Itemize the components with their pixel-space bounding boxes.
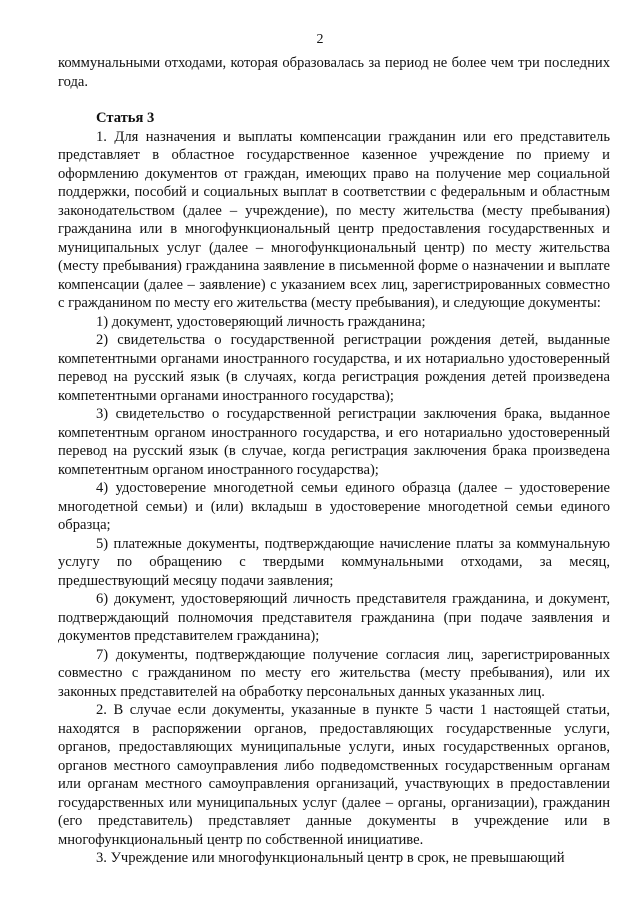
paragraph-1: 1. Для назначения и выплаты компенсации гражданин или его представитель представляет в областное государственное казенное учреждение по приему и оформлению документов от граждан, имеющих право на получение мер социальной поддержки, пособий и социальных выплат в соответствии с федеральным и областным законодательством (далее – учреждение), по месту жительства (месту пребывания) гражданина или в многофункциональный центр предоставления государственных и муниципальных услуг (далее – многофункциональный центр) по месту жительства (месту пребывания) гражданина заявление в письменной форме о назначении и выплате компенсации (далее – заявление) с указанием всех лиц, зарегистрированных совместно с гражданином по месту его жительства (месту пребывания), и следующие документы: [58,128,610,311]
document-body [58,54,610,868]
continuation-text: коммунальными отходами, которая образовалась за период не более чем три последних года. [58,55,610,90]
list-item-3: 3) свидетельство о государственной регистрации заключения брака, выданное компетентным органом иностранного государства, и его нотариально удостоверенный перевод на русский язык (в случае, когда регистрация заключения брака произведена компетентным органом иностранного государства); [58,406,610,478]
list-item-4: 4) удостоверение многодетной семьи единого образца (далее – удостоверение многодетной семьи) и (или) вкладыш в удостоверение многодетной семьи единого образца; [58,480,610,533]
paragraph-3: 3. Учреждение или многофункциональный центр в срок, не превышающий [96,850,565,866]
list-item-7: 7) документы, подтверждающие получение согласия лиц, зарегистрированных совместно с гражданином по месту его жительства (месту пребывания), или их законных представителей на обработку персональных данных указанных лиц. [58,646,610,700]
paragraph-2: 2. В случае если документы, указанные в пункте 5 части 1 настоящей статьи, находятся в распоряжении органов, предоставляющих государственные услуги, органов, предоставляющих муниципальные услуги, иных государственных органов, органов местного самоуправления либо подведомственных государственным органам или органам местного самоуправления организаций, участвующих в предоставлении государственных или муниципальных услуг (далее – органы, организации), гражданин (его представитель) представляет данные документы в учреждение или в многофункциональный центр по собственной инициативе. [58,702,610,848]
article-heading: Статья 3 [96,110,155,126]
list-item-6: 6) документ, удостоверяющий личность представителя гражданина, и документ, подтверждающий полномочия представителя гражданина (при подаче заявления и документов представителем гражданина); [58,591,610,644]
list-item-5: 5) платежные документы, подтверждающие начисление платы за коммунальную услугу по обращению с твердыми коммунальными отходами, за месяц, предшествующий месяцу подачи заявления; [58,535,610,589]
list-item-1: 1) документ, удостоверяющий личность гражданина; [96,313,426,330]
page-number: 2 [316,32,324,47]
list-item-2: 2) свидетельства о государственной регистрации рождения детей, выданные компетентными органами иностранного государства, и их нотариально удостоверенный перевод на русский язык (в случаях, когда регистрация рождения детей произведена компетентными органами иностранного государства); [58,332,610,404]
